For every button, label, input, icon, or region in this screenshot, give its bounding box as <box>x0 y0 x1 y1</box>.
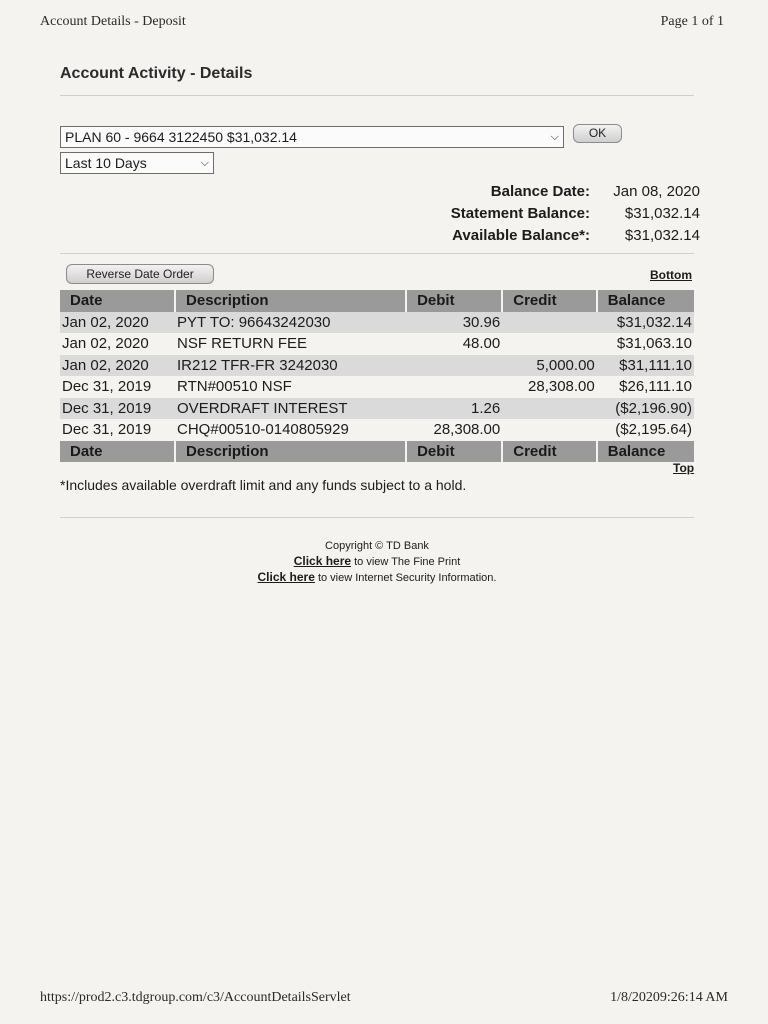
divider <box>60 517 694 518</box>
fine-print-line <box>0 554 754 570</box>
cell-description: CHQ#00510-0140805929 <box>177 421 349 439</box>
chevron-down-icon: ⌵ <box>550 131 559 143</box>
table-header <box>60 290 694 312</box>
cell-date: Dec 31, 2019 <box>60 398 175 420</box>
fine-print-link[interactable]: Click here <box>293 554 352 568</box>
col-description: Description <box>175 441 406 463</box>
balance-date-label: Balance Date: <box>490 182 590 200</box>
cell-date: Dec 31, 2019 <box>62 421 152 439</box>
balance-date-value: Jan 08, 2020 <box>613 182 700 200</box>
col-debit: Debit <box>406 441 502 463</box>
col-credit: Credit <box>502 290 597 312</box>
print-timestamp: 1/8/20209:26:14 AM <box>610 990 728 1005</box>
cell-credit: 5,000.00 <box>502 355 597 377</box>
statement-balance-value: $31,032.14 <box>624 204 700 222</box>
cell-description: OVERDRAFT INTEREST <box>175 398 406 420</box>
balance-summary <box>410 180 700 246</box>
security-line <box>0 570 754 586</box>
cell-description: PYT TO: 96643242030 <box>175 312 406 334</box>
site-footer <box>0 539 754 586</box>
available-balance-value: $31,032.14 <box>624 226 700 244</box>
divider <box>60 253 694 254</box>
table-row <box>60 376 694 398</box>
security-text: to view Internet Security Information. <box>314 572 497 584</box>
top-link[interactable]: Top <box>673 461 695 475</box>
ok-button[interactable]: OK <box>573 124 622 143</box>
copyright: Copyright © TD Bank <box>325 540 429 552</box>
table-row <box>60 419 694 441</box>
bottom-link[interactable]: Bottom <box>650 268 692 282</box>
cell-date: Jan 02, 2020 <box>60 355 175 377</box>
col-credit: Credit <box>502 441 597 463</box>
col-description: Description <box>175 290 406 312</box>
cell-description: RTN#00510 NSF <box>177 378 292 396</box>
cell-balance: $31,111.10 <box>597 355 694 377</box>
col-balance: Balance <box>597 441 694 463</box>
cell-balance: ($2,195.64) <box>615 421 692 439</box>
cell-debit: 1.26 <box>406 398 502 420</box>
cell-balance: $31,063.10 <box>616 335 692 353</box>
table-row <box>60 333 694 355</box>
page-title: Account Activity - Details <box>60 65 253 82</box>
cell-debit: 48.00 <box>462 335 501 353</box>
cell-credit: 28,308.00 <box>528 378 595 396</box>
col-date: Date <box>60 290 175 312</box>
cell-description: NSF RETURN FEE <box>177 335 308 353</box>
reverse-date-order-button[interactable]: Reverse Date Order <box>66 264 214 284</box>
table-row <box>60 398 694 420</box>
account-select-value: PLAN 60 - 9664 3122450 $31,032.14 <box>65 129 297 145</box>
cell-date: Dec 31, 2019 <box>62 378 152 396</box>
period-select[interactable] <box>60 152 214 174</box>
cell-credit <box>502 398 597 420</box>
cell-date: Jan 02, 2020 <box>60 312 175 334</box>
table-row <box>60 355 694 377</box>
fine-print-text: to view The Fine Print <box>351 556 461 568</box>
available-balance-label: Available Balance*: <box>452 226 590 244</box>
transactions-table <box>60 290 694 462</box>
cell-debit: 30.96 <box>406 312 502 334</box>
divider <box>60 95 694 96</box>
cell-credit <box>502 419 597 441</box>
cell-balance: ($2,196.90) <box>597 398 694 420</box>
statement-balance-label: Statement Balance: <box>450 204 590 222</box>
chevron-down-icon: ⌵ <box>200 157 209 169</box>
cell-description: IR212 TFR-FR 3242030 <box>175 355 406 377</box>
cell-debit <box>406 355 502 377</box>
print-header <box>40 14 724 30</box>
cell-balance: $26,111.10 <box>619 378 692 396</box>
cell-debit: 28,308.00 <box>433 421 501 439</box>
cell-credit <box>502 312 597 334</box>
page-count: Page 1 of 1 <box>660 14 724 29</box>
page-url: https://prod2.c3.tdgroup.com/c3/AccountDetailsServlet <box>40 990 351 1005</box>
cell-credit <box>502 333 597 355</box>
print-footer <box>40 990 728 1006</box>
col-date: Date <box>60 441 175 463</box>
overdraft-note: *Includes available overdraft limit and any funds subject to a hold. <box>60 477 467 493</box>
table-footer-header <box>60 441 694 463</box>
cell-date: Jan 02, 2020 <box>62 335 149 353</box>
account-select[interactable] <box>60 126 564 148</box>
table-row <box>60 312 694 334</box>
col-balance: Balance <box>597 290 694 312</box>
col-debit: Debit <box>406 290 502 312</box>
print-title: Account Details - Deposit <box>40 14 186 29</box>
cell-balance: $31,032.14 <box>597 312 694 334</box>
period-select-value: Last 10 Days <box>65 155 147 171</box>
cell-debit <box>406 376 502 398</box>
security-link[interactable]: Click here <box>257 570 315 584</box>
